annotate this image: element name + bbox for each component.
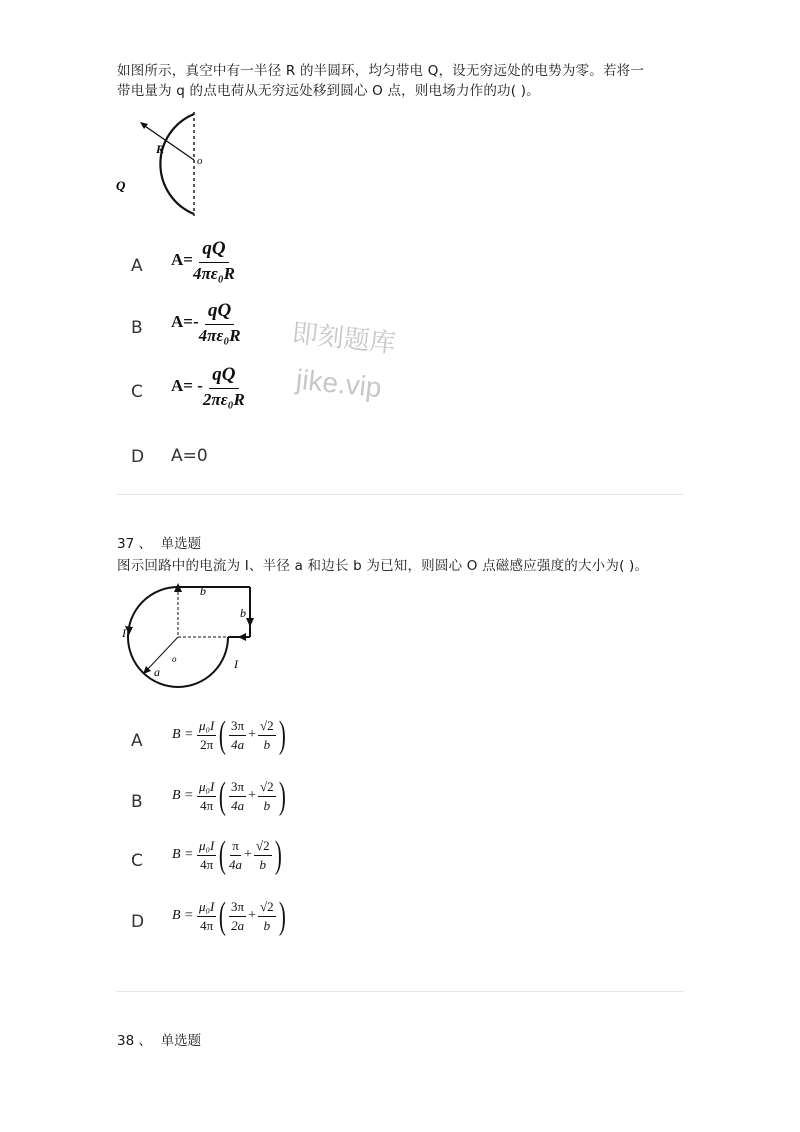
formula-lhs: B = bbox=[172, 908, 194, 923]
left-paren: ( bbox=[219, 714, 227, 756]
formula-lhs: B = bbox=[172, 788, 194, 803]
q36-semicircle-figure bbox=[110, 108, 220, 220]
left-paren: ( bbox=[219, 895, 227, 937]
formula-prefix: A=- bbox=[171, 311, 199, 331]
radius-label: R bbox=[156, 142, 165, 156]
formula-lhs: B = bbox=[172, 847, 194, 862]
term2-denominator: b bbox=[263, 736, 271, 752]
formula-denominator: 4πε₀R bbox=[198, 326, 241, 345]
right-paren: ) bbox=[278, 775, 286, 817]
right-paren: ) bbox=[278, 895, 286, 937]
term1-numerator: 3π bbox=[229, 779, 246, 797]
q36-stem-line2: 带电量为 q 的点电荷从无穷远处移到圆心 O 点，则电场力作的功( )。 bbox=[117, 83, 540, 99]
term2-denominator: b bbox=[263, 797, 271, 813]
q37-option-c-formula[interactable] bbox=[172, 836, 284, 874]
watermark-line2: jike.vip bbox=[294, 363, 384, 404]
coef-numerator: μ₀I bbox=[197, 838, 216, 856]
term1-numerator: π bbox=[230, 838, 241, 856]
plus-sign: + bbox=[248, 908, 257, 923]
coef-denominator: 2π bbox=[200, 736, 214, 752]
q37-option-d-letter[interactable]: D bbox=[131, 912, 145, 932]
coef-numerator: μ₀I bbox=[197, 899, 216, 917]
q38-header bbox=[117, 1029, 201, 1049]
right-paren: ) bbox=[274, 834, 282, 876]
q36-option-a-letter[interactable]: A bbox=[131, 256, 143, 276]
formula-numerator: qQ bbox=[205, 300, 234, 325]
q36-option-b-letter[interactable]: B bbox=[131, 318, 143, 338]
q37-option-a-formula[interactable] bbox=[172, 716, 288, 754]
q36-stem bbox=[117, 61, 697, 101]
q36-stem-line1: 如图所示，真空中有一半径 R 的半圆环，均匀带电 Q，设无穷远处的电势为零。若将一 bbox=[117, 63, 645, 79]
coef-numerator: μ₀I bbox=[197, 779, 216, 797]
center-label: o bbox=[197, 155, 203, 167]
right-paren: ) bbox=[278, 714, 286, 756]
term1-denominator: 4a bbox=[229, 856, 243, 872]
separator bbox=[116, 494, 684, 495]
plus-sign: + bbox=[248, 788, 257, 803]
term2-denominator: b bbox=[259, 856, 266, 872]
formula-denominator: 2πε₀R bbox=[202, 390, 245, 409]
label-radius-a: a bbox=[154, 665, 160, 679]
current-arrow-left-icon bbox=[125, 626, 133, 635]
q36-option-b-formula[interactable] bbox=[171, 300, 241, 346]
label-b-right: b bbox=[240, 606, 246, 620]
label-current-left: I bbox=[122, 626, 126, 640]
formula-lhs: B = bbox=[172, 727, 194, 742]
q37-option-b-formula[interactable] bbox=[172, 777, 288, 815]
term2-numerator: √2 bbox=[258, 718, 276, 736]
formula-numerator: qQ bbox=[209, 364, 238, 389]
formula-denominator: 4πε₀R bbox=[192, 264, 235, 283]
term2-numerator: √2 bbox=[258, 899, 276, 917]
term2-denominator: b bbox=[263, 917, 271, 933]
semicircle-arc bbox=[160, 114, 194, 214]
plus-sign: + bbox=[248, 727, 257, 742]
watermark-line1: 即刻题库 bbox=[290, 318, 398, 360]
left-paren: ( bbox=[219, 775, 227, 817]
q36-option-a-formula[interactable] bbox=[171, 238, 235, 284]
q37-option-b-letter[interactable]: B bbox=[131, 792, 143, 812]
separator bbox=[116, 991, 684, 992]
term2-numerator: √2 bbox=[258, 779, 276, 797]
q38-type: 单选题 bbox=[160, 1033, 202, 1049]
q37-circuit-figure bbox=[116, 580, 266, 710]
term1-denominator: 2a bbox=[231, 917, 245, 933]
coef-denominator: 4π bbox=[200, 856, 214, 872]
q37-stem: 图示回路中的电流为 I、半径 a 和边长 b 为已知，则圆心 O 点磁感应强度的大小为( )。 bbox=[117, 558, 649, 574]
current-arrow-right-icon bbox=[246, 618, 254, 627]
formula-prefix: A= - bbox=[171, 375, 203, 395]
q37-number: 37 、 bbox=[117, 536, 152, 552]
q37-header bbox=[117, 532, 201, 552]
left-paren: ( bbox=[219, 834, 227, 876]
label-current-bottom: I bbox=[234, 657, 238, 671]
q37-option-a-letter[interactable]: A bbox=[131, 731, 143, 751]
q37-option-c-letter[interactable]: C bbox=[131, 851, 143, 871]
q38-number: 38 、 bbox=[117, 1033, 152, 1049]
term1-numerator: 3π bbox=[229, 718, 246, 736]
formula-numerator: qQ bbox=[199, 238, 228, 263]
term1-numerator: 3π bbox=[229, 899, 246, 917]
coef-denominator: 4π bbox=[200, 797, 214, 813]
q36-option-c-formula[interactable] bbox=[171, 364, 245, 410]
charge-label: Q bbox=[116, 178, 126, 193]
label-center-o: o bbox=[172, 654, 177, 664]
formula-prefix: A= bbox=[171, 249, 193, 269]
q37-option-d-formula[interactable] bbox=[172, 897, 288, 935]
q36-option-c-letter[interactable]: C bbox=[131, 382, 143, 402]
plus-sign: + bbox=[244, 847, 252, 862]
term1-denominator: 4a bbox=[231, 736, 245, 752]
coef-numerator: μ₀I bbox=[197, 718, 216, 736]
coef-denominator: 4π bbox=[200, 917, 214, 933]
term1-denominator: 4a bbox=[231, 797, 245, 813]
current-arrow-bottom-icon bbox=[238, 633, 246, 641]
radius-line bbox=[142, 124, 194, 160]
q37-type: 单选题 bbox=[160, 536, 202, 552]
q36-option-d-letter[interactable]: D bbox=[131, 447, 145, 467]
label-b-top: b bbox=[200, 584, 206, 598]
q36-option-d-text[interactable]: A=0 bbox=[171, 446, 208, 466]
term2-numerator: √2 bbox=[254, 838, 272, 856]
